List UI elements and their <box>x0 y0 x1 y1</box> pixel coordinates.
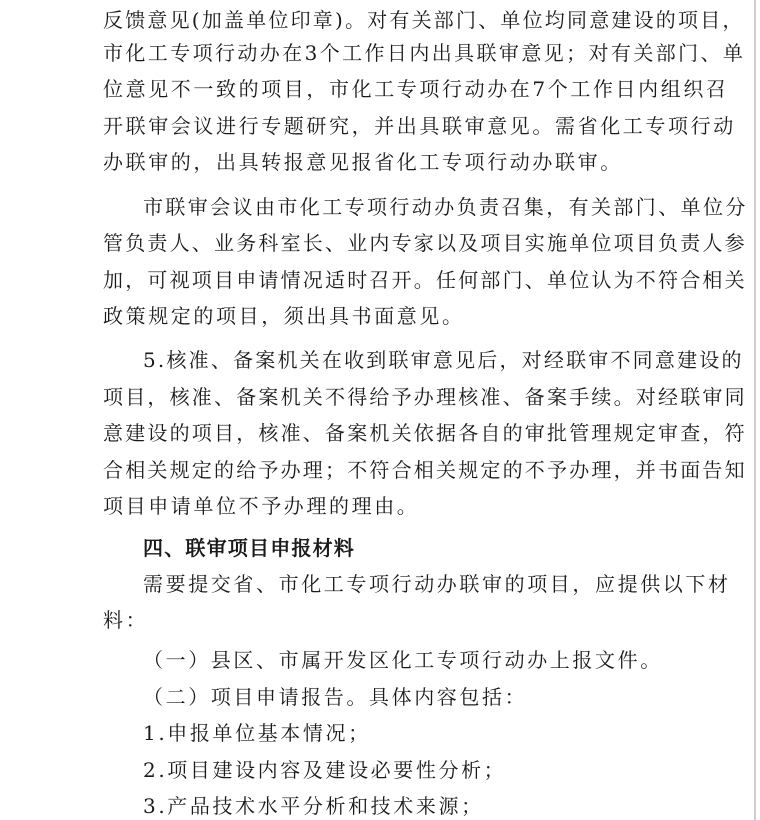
paragraph-line: 料： <box>103 608 149 632</box>
list-item: 3.产品技术水平分析和技术来源； <box>143 794 484 818</box>
page-edge-divider <box>754 0 756 820</box>
paragraph-line: 反馈意见(加盖单位印章)。对有关部门、单位均同意建设的项目， <box>103 8 745 32</box>
section-heading: 四、联审项目申报材料 <box>143 536 355 560</box>
paragraph-line: 需要提交省、市化工专项行动办联审的项目，应提供以下材 <box>143 572 731 596</box>
paragraph-line: 市化工专项行动办在3个工作日内出具联审意见；对有关部门、单 <box>103 41 746 65</box>
list-item: 1.申报单位基本情况； <box>143 721 371 745</box>
paragraph-line: 办联审的，出具转报意见报省化工专项行动办联审。 <box>103 150 623 174</box>
list-item: （一）县区、市属开发区化工专项行动办上报文件。 <box>143 648 663 672</box>
paragraph-line: 位意见不一致的项目，市化工专项行动办在7个工作日内组织召 <box>103 77 729 101</box>
paragraph-line: 管负责人、业务科室长、业内专家以及项目实施单位项目负责人参 <box>103 231 747 255</box>
paragraph-line: 加，可视项目申请情况适时召开。任何部门、单位认为不符合相关 <box>103 268 747 292</box>
paragraph-line: 意建设的项目，核准、备案机关依据各自的审批管理规定审查，符 <box>103 421 747 445</box>
list-item: （二）项目申请报告。具体内容包括： <box>143 685 528 709</box>
paragraph-line: 5.核准、备案机关在收到联审意见后，对经联审不同意建设的 <box>143 348 744 372</box>
paragraph-line: 开联审会议进行专题研究，并出具联审意见。需省化工专项行动 <box>103 114 736 138</box>
paragraph-line: 项目，核准、备案机关不得给予办理核准、备案手续。对经联审同 <box>103 385 747 409</box>
list-item: 2.项目建设内容及建设必要性分析； <box>143 758 507 782</box>
paragraph-line: 合相关规定的给予办理；不符合相关规定的不予办理，并书面告知 <box>103 458 747 482</box>
paragraph-line: 项目申请单位不予办理的理由。 <box>103 494 420 518</box>
paragraph-line: 市联审会议由市化工专项行动办负责召集，有关部门、单位分 <box>143 195 748 219</box>
paragraph-line: 政策规定的项目，须出具书面意见。 <box>103 304 465 328</box>
